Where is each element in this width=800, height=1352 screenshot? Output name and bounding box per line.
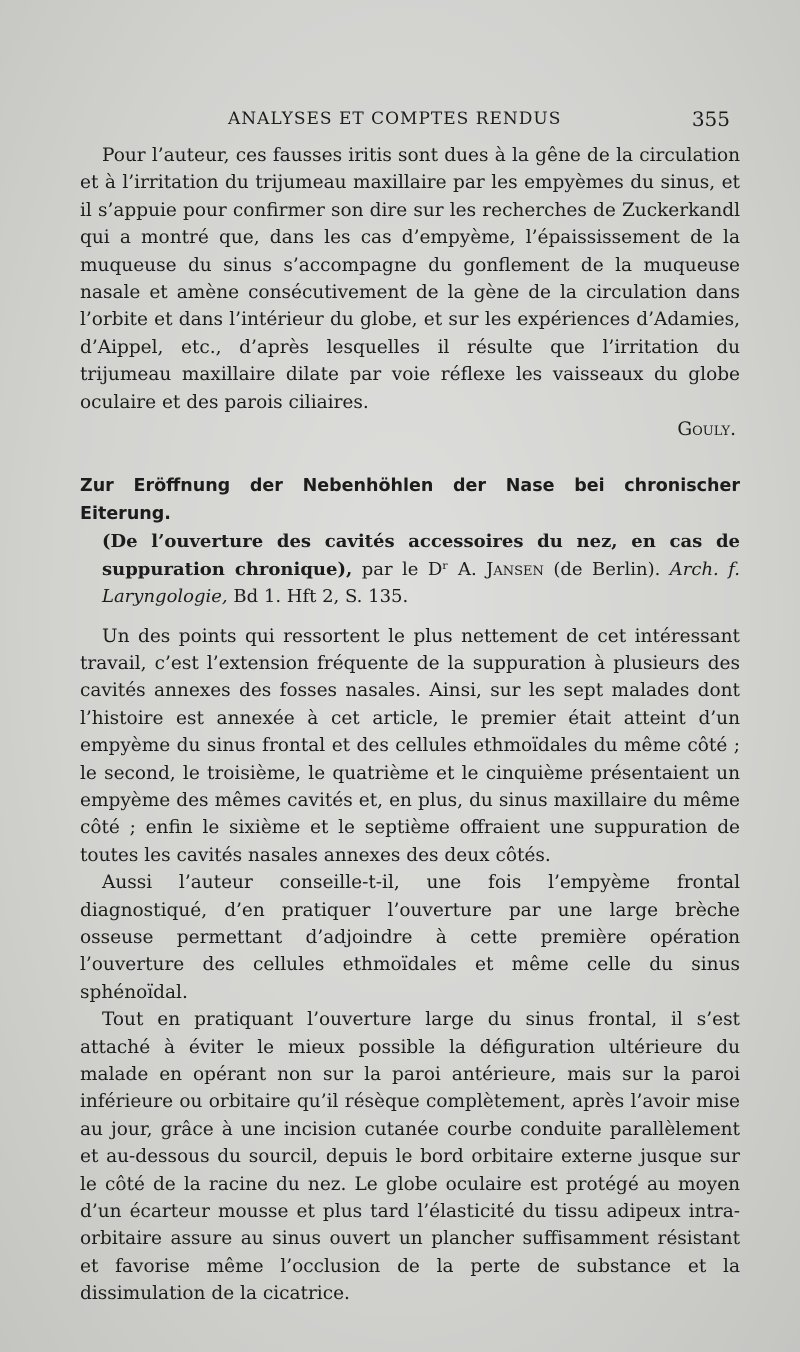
journal-volume: Bd 1. Hft 2, S. 135.	[233, 586, 409, 608]
article-translation: (De l’ouverture des cavités accessoires du nez, en cas de suppuration chronique),	[102, 531, 740, 580]
article-title: Zur Eröffnung der Nebenhöhlen der Nase bei chronischer Eiterung.	[80, 476, 740, 524]
running-head	[88, 103, 730, 135]
running-title: ANALYSES ET COMPTES RENDUS	[228, 109, 562, 129]
author-name: Jansen	[486, 558, 544, 580]
body-text	[80, 142, 740, 1308]
review-signature: Gouly.	[677, 419, 736, 441]
body-paragraph: Un des points qui ressortent le plus nettement de cet intéressant travail, c’est l’extension fréquente de la suppuration à plusieurs des cavités annexes des fosses nasales. Ainsi, sur les sept malades dont l’histoire est annexée à cet article, le premier était atteint d’un empyème du sinus frontal et des cellules ethmoïdales du même côté ; le second, le troisième, le quatrième et le cinquième présentaient un empyème des mêmes cavités et, en plus, du sinus maxillaire du même côté ; enfin le sixième et le septième offraient une suppuration de toutes les cavités nasales annexes des deux côtés.	[80, 625, 740, 866]
journal-name: Arch. f. Laryngologie,	[102, 558, 740, 608]
page-number: 355	[691, 107, 730, 131]
intro-paragraph: Pour l’auteur, ces fausses iritis sont dues à la gêne de la circulation et à l’irritation du trijumeau maxillaire par les empyèmes du sinus, et il s’appuie pour confirmer son dire sur les recherches de Zuckerkandl qui a montré que, dans les cas d’empyème, l’épaississement de la muqueuse du sinus s’accompagne du gonflement de la muqueuse nasale et amène consécutivement de la gène de la circulation dans l’orbite et dans l’intérieur du globe, et sur les expériences d’Adamies, d’Aippel, etc., d’après lesquelles il résulte que l’irritation du trijumeau maxillaire dilate par voie réflexe les vaisseaux du globe oculaire et des parois ciliaires.	[80, 145, 740, 413]
body-paragraph: Aussi l’auteur conseille-t-il, une fois l’empyème frontal diagnostiqué, d’en pratiquer l’ouverture par une large brèche osseuse permettant d’adjoindre à cette première opération l’ouverture des cellules ethmoïdales et même celle du sinus sphénoïdal.	[80, 872, 740, 1003]
author-place: (de Berlin).	[553, 558, 661, 580]
section-gap	[80, 611, 740, 623]
article-citation	[80, 528, 740, 610]
author-prefix: par le Dʳ A.	[361, 558, 477, 580]
body-paragraph: Tout en pratiquant l’ouverture large du sinus frontal, il s’est attaché à éviter le mieux possible la défiguration ultérieure du malade en opérant non sur la paroi antérieure, mais sur la paroi inférieure ou orbitaire qu’il résèque complètement, après l’avoir mise au jour, grâce à une incision cutanée courbe conduite parallèlement et au-dessous du sourcil, depuis le bord orbitaire externe jusque sur le côté de la racine du nez. Le globe oculaire est protégé au moyen d’un écarteur mousse et plus tard l’élasticité du tissu adipeux intra-orbitaire assure au sinus ouvert un plancher suffisamment résistant et favorise même l’occlusion de la perte de substance et la dissimulation de la cicatrice.	[80, 1009, 740, 1305]
